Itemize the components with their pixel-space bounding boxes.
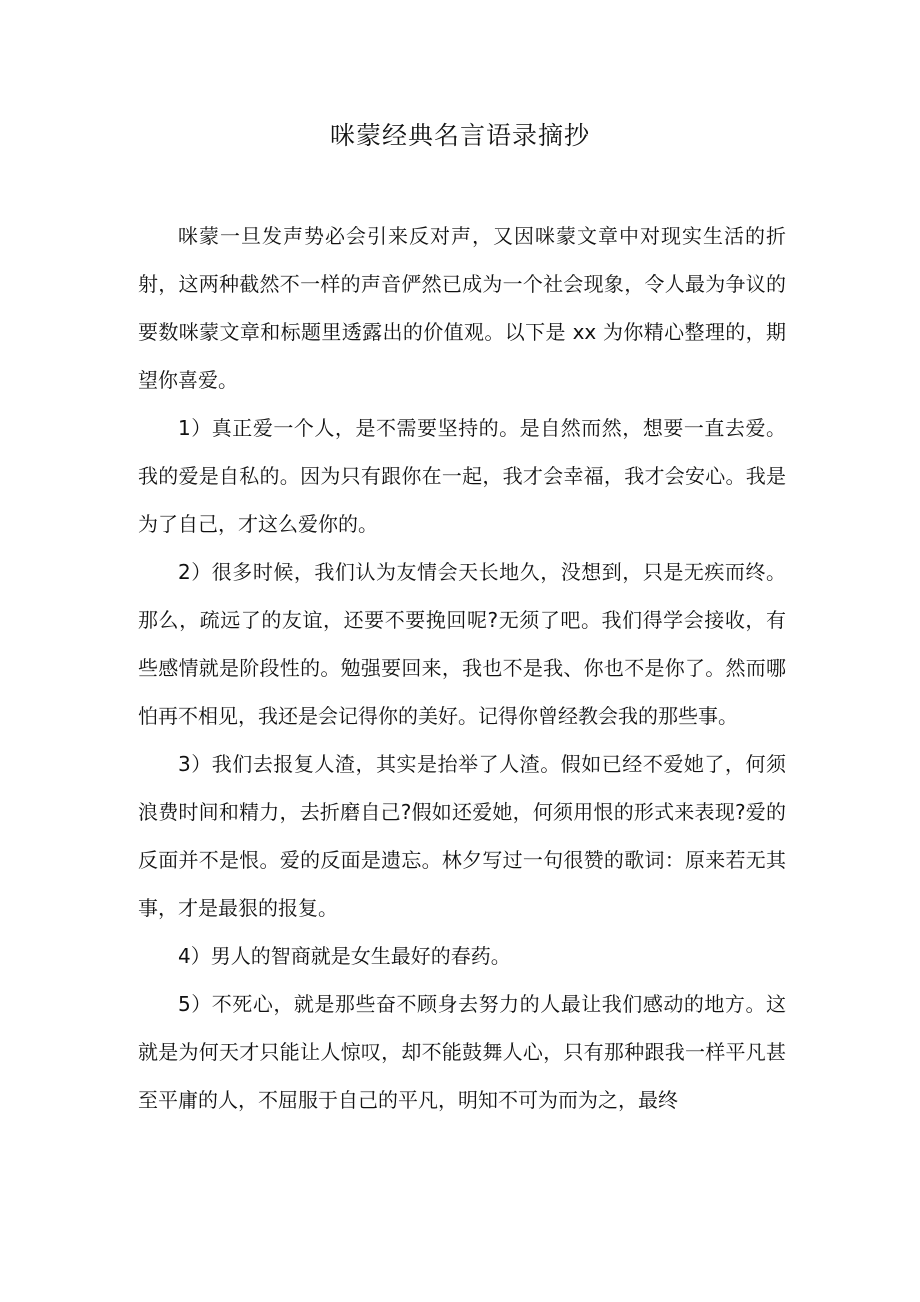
quote-paragraph-3: 3）我们去报复人渣，其实是抬举了人渣。假如已经不爱她了，何须浪费时间和精力，去折磨自己?假如还爱她，何须用恨的形式来表现?爱的反面并不是恨。爱的反面是遗忘。林夕写过一句很赞的歌词：原来若无其事，才是最狠的报复。	[138, 752, 786, 920]
document-title: 咪蒙经典名言语录摘抄	[329, 121, 590, 150]
intro-paragraph: 咪蒙一旦发声势必会引来反对声，又因咪蒙文章中对现实生活的折射，这两种截然不一样的声音俨然已成为一个社会现象，令人最为争议的要数咪蒙文章和标题里透露出的价值观。以下是 xx 为你精心整理的，期望你喜爱。	[138, 224, 786, 392]
document-body	[138, 212, 786, 1124]
quote-paragraph-5: 5）不死心，就是那些奋不顾身去努力的人最让我们感动的地方。这就是为何天才只能让人惊叹，却不能鼓舞人心，只有那种跟我一样平凡甚至平庸的人，不屈服于自己的平凡，明知不可为而为之，最终	[138, 992, 786, 1112]
quote-paragraph-4: 4）男人的智商就是女生最好的春药。	[178, 944, 511, 968]
quote-paragraph-2: 2）很多时候，我们认为友情会天长地久，没想到，只是无疾而终。那么，疏远了的友谊，还要不要挽回呢?无须了吧。我们得学会接收，有些感情就是阶段性的。勉强要回来，我也不是我、你也不是你了。然而哪怕再不相见，我还是会记得你的美好。记得你曾经教会我的那些事。	[138, 560, 786, 728]
quote-paragraph-1: 1）真正爱一个人，是不需要坚持的。是自然而然，想要一直去爱。我的爱是自私的。因为只有跟你在一起，我才会幸福，我才会安心。我是为了自己，才这么爱你的。	[138, 416, 786, 536]
